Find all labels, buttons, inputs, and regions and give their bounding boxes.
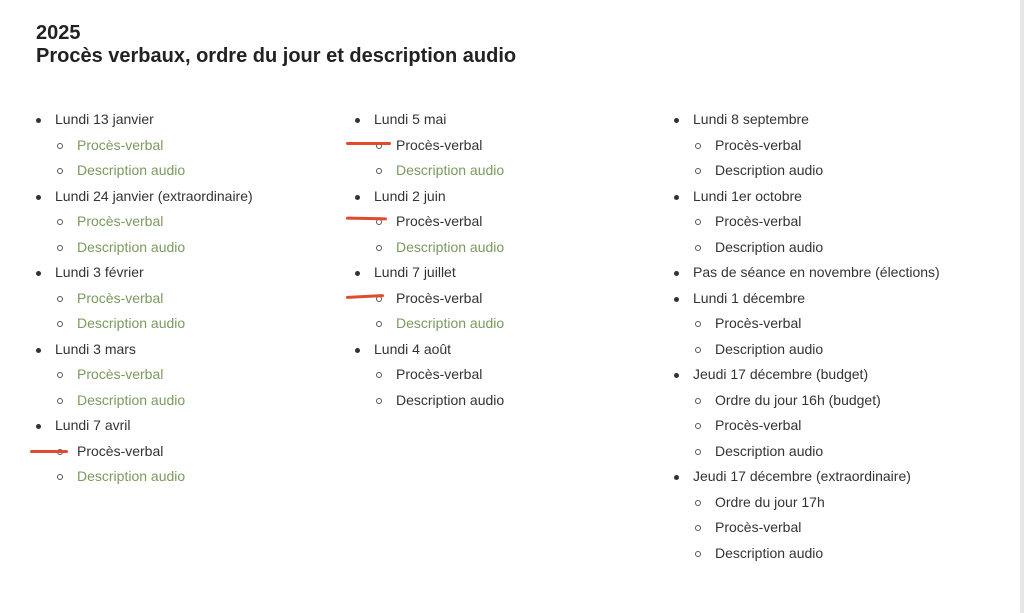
proces-verbal-link[interactable]: Procès-verbal xyxy=(36,209,253,235)
description-audio-link[interactable]: Description audio xyxy=(355,235,504,261)
description-audio-link[interactable]: Description audio xyxy=(355,311,504,337)
proces-verbal-link: Procès-verbal xyxy=(674,209,940,235)
proces-verbal-link: Procès-verbal xyxy=(674,413,940,439)
session-item: Lundi 1 décembre xyxy=(674,286,940,312)
session-item: Lundi 24 janvier (extraordinaire) xyxy=(36,184,253,210)
description-audio-link: Description audio xyxy=(674,541,940,567)
ordre-du-jour-link: Ordre du jour 17h xyxy=(674,490,940,516)
description-audio-link[interactable]: Description audio xyxy=(36,388,253,414)
session-item: Lundi 2 juin xyxy=(355,184,504,210)
description-audio-link[interactable]: Description audio xyxy=(36,158,253,184)
description-audio-link[interactable]: Description audio xyxy=(36,235,253,261)
session-item: Jeudi 17 décembre (extraordinaire) xyxy=(674,464,940,490)
session-item: Lundi 13 janvier xyxy=(36,107,253,133)
description-audio-link[interactable]: Description audio xyxy=(36,464,253,490)
session-list xyxy=(355,107,504,413)
proces-verbal-link[interactable]: Procès-verbal xyxy=(36,286,253,312)
annotation-mark xyxy=(346,217,387,221)
proces-verbal-link: Procès-verbal xyxy=(355,133,504,159)
session-item: Jeudi 17 décembre (budget) xyxy=(674,362,940,388)
ordre-du-jour-link: Ordre du jour 16h (budget) xyxy=(674,388,940,414)
description-audio-link: Description audio xyxy=(674,158,940,184)
proces-verbal-link: Procès-verbal xyxy=(36,439,253,465)
annotation-mark xyxy=(30,450,68,453)
proces-verbal-link: Procès-verbal xyxy=(674,515,940,541)
description-audio-link: Description audio xyxy=(355,388,504,414)
page-heading xyxy=(36,22,516,67)
page-year: 2025 xyxy=(36,22,81,44)
description-audio-link: Description audio xyxy=(674,235,940,261)
page-edge xyxy=(1020,0,1024,613)
session-item: Lundi 7 juillet xyxy=(355,260,504,286)
page-title: Procès verbaux, ordre du jour et description audio xyxy=(36,45,517,67)
column-1 xyxy=(36,107,253,490)
session-item: Lundi 8 septembre xyxy=(674,107,940,133)
description-audio-link: Description audio xyxy=(674,337,940,363)
proces-verbal-link: Procès-verbal xyxy=(355,209,504,235)
session-list xyxy=(674,107,940,566)
session-item: Lundi 3 mars xyxy=(36,337,253,363)
proces-verbal-link[interactable]: Procès-verbal xyxy=(36,362,253,388)
session-item: Lundi 4 août xyxy=(355,337,504,363)
annotation-mark xyxy=(346,142,391,145)
description-audio-link[interactable]: Description audio xyxy=(36,311,253,337)
proces-verbal-link: Procès-verbal xyxy=(674,311,940,337)
description-audio-link: Description audio xyxy=(674,439,940,465)
session-list xyxy=(36,107,253,490)
proces-verbal-link: Procès-verbal xyxy=(355,362,504,388)
proces-verbal-link: Procès-verbal xyxy=(355,286,504,312)
description-audio-link[interactable]: Description audio xyxy=(355,158,504,184)
session-item: Lundi 1er octobre xyxy=(674,184,940,210)
proces-verbal-link: Procès-verbal xyxy=(674,133,940,159)
session-item: Lundi 7 avril xyxy=(36,413,253,439)
session-item: Lundi 5 mai xyxy=(355,107,504,133)
proces-verbal-link[interactable]: Procès-verbal xyxy=(36,133,253,159)
session-item: Lundi 3 février xyxy=(36,260,253,286)
column-2 xyxy=(355,107,504,413)
column-3 xyxy=(674,107,940,566)
session-item: Pas de séance en novembre (élections) xyxy=(674,260,940,286)
